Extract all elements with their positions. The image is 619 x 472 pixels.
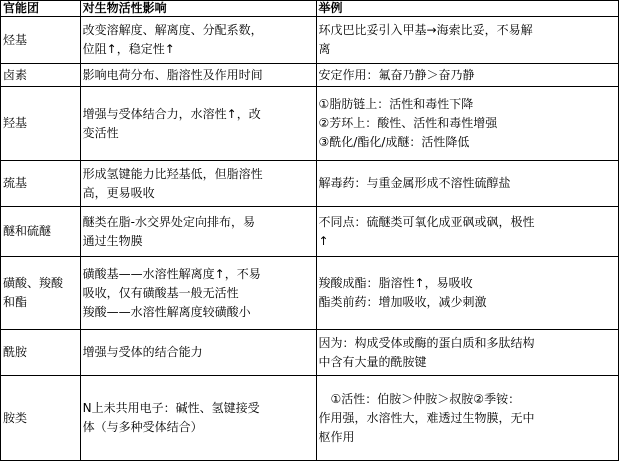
group-cell: 酰胺 xyxy=(1,330,81,376)
effect-line: N上未共用电子：碱性、氢键接受 xyxy=(82,401,260,415)
effect-line: 磺酸基——水溶性解离度↑，不易 xyxy=(82,266,261,281)
header-effect: 对生物活性影响 xyxy=(80,1,316,17)
example-line: 安定作用：氟奋乃静＞奋乃静 xyxy=(318,67,475,82)
example-line: 因为：构成受体或酶的蛋白质和多肽结构 xyxy=(318,335,535,350)
effect-line: 醚类在脂-水交界处定向排布，易 xyxy=(82,214,255,229)
example-cell xyxy=(316,376,618,461)
example-line: ②芳环上：酸性、活性和毒性增强 xyxy=(318,116,498,130)
group-cell: 卤素 xyxy=(1,64,81,87)
effect-line: 影响电荷分布、脂溶性及作用时间 xyxy=(82,67,263,82)
table-row xyxy=(1,330,619,376)
example-line: 作用强，水溶性大，难透过生物膜，无中 xyxy=(318,410,535,425)
example-line: 环戊巴比妥引入甲基→海索比妥，不易解 xyxy=(318,23,533,37)
group-cell xyxy=(1,257,81,330)
effect-cell xyxy=(80,376,316,461)
effect-cell xyxy=(80,87,316,161)
example-line: 酯类前药：增加吸收，减少刺激 xyxy=(318,295,487,309)
example-line: ①活性：伯胺＞仲胺＞叔胺②季铵： xyxy=(318,391,521,406)
effect-cell xyxy=(80,207,316,257)
table-row xyxy=(1,87,619,161)
effect-line: 位阻↑，稳定性↑ xyxy=(82,42,175,56)
example-line: 中含有大量的酰胺键 xyxy=(318,354,427,369)
example-line: 不同点：硫醚类可氧化成亚砜或砜，极性 xyxy=(318,214,535,229)
example-line: 离 xyxy=(318,42,331,56)
example-line: 羧酸成酯：脂溶性↑，易吸收 xyxy=(318,276,473,290)
example-line: 枢作用 xyxy=(318,429,355,444)
effect-line: 吸收，仅有磺酸基一般无活性 xyxy=(82,285,239,300)
effect-line: 通过生物膜 xyxy=(82,233,143,248)
table-row xyxy=(1,161,619,207)
header-example: 举例 xyxy=(316,1,618,17)
group-cell: 羟基 xyxy=(1,87,81,161)
effect-line: 羧酸——水溶性解离度较磺酸小 xyxy=(82,304,251,319)
effect-line: 增强与受体的结合能力 xyxy=(82,345,203,359)
group-cell: 胺类 xyxy=(1,376,81,461)
effect-cell xyxy=(80,161,316,207)
effect-cell xyxy=(80,330,316,376)
example-cell xyxy=(316,257,618,330)
effect-line: 改变溶解度、解离度、分配系数， xyxy=(82,23,263,37)
example-cell xyxy=(316,330,618,376)
example-cell xyxy=(316,87,618,161)
effect-line: 体（与多种受体结合） xyxy=(82,420,203,434)
table-row xyxy=(1,207,619,257)
effect-line: 形成氢键能力比羟基低，但脂溶性 xyxy=(82,166,263,181)
header-group: 官能团 xyxy=(1,1,81,17)
example-line: 解毒药：与重金属形成不溶性硫醇盐 xyxy=(318,176,511,190)
table-row xyxy=(1,17,619,64)
group-line: 和酯 xyxy=(3,295,28,309)
effect-line: 增强与受体结合力，水溶性↑，改 xyxy=(82,106,261,121)
effect-cell xyxy=(80,257,316,330)
example-cell xyxy=(316,64,618,87)
effect-line: 高，更易吸收 xyxy=(82,185,155,200)
example-cell xyxy=(316,17,618,64)
example-line: ①脂肪链上：活性和毒性下降 xyxy=(318,97,474,111)
example-cell xyxy=(316,161,618,207)
table-row xyxy=(1,64,619,87)
group-line: 磺酸、羧酸 xyxy=(3,276,64,290)
group-cell: 烃基 xyxy=(1,17,81,64)
effect-cell xyxy=(80,64,316,87)
table-row xyxy=(1,257,619,330)
group-cell: 巯基 xyxy=(1,161,81,207)
group-cell: 醚和硫醚 xyxy=(1,207,81,257)
effect-line: 变活性 xyxy=(82,125,119,140)
table-row xyxy=(1,376,619,461)
example-line: ↑ xyxy=(318,233,329,248)
example-line: ③酰化/酯化/成醚：活性降低 xyxy=(318,135,470,149)
effect-cell xyxy=(80,17,316,64)
example-cell xyxy=(316,207,618,257)
header-row xyxy=(1,1,619,17)
